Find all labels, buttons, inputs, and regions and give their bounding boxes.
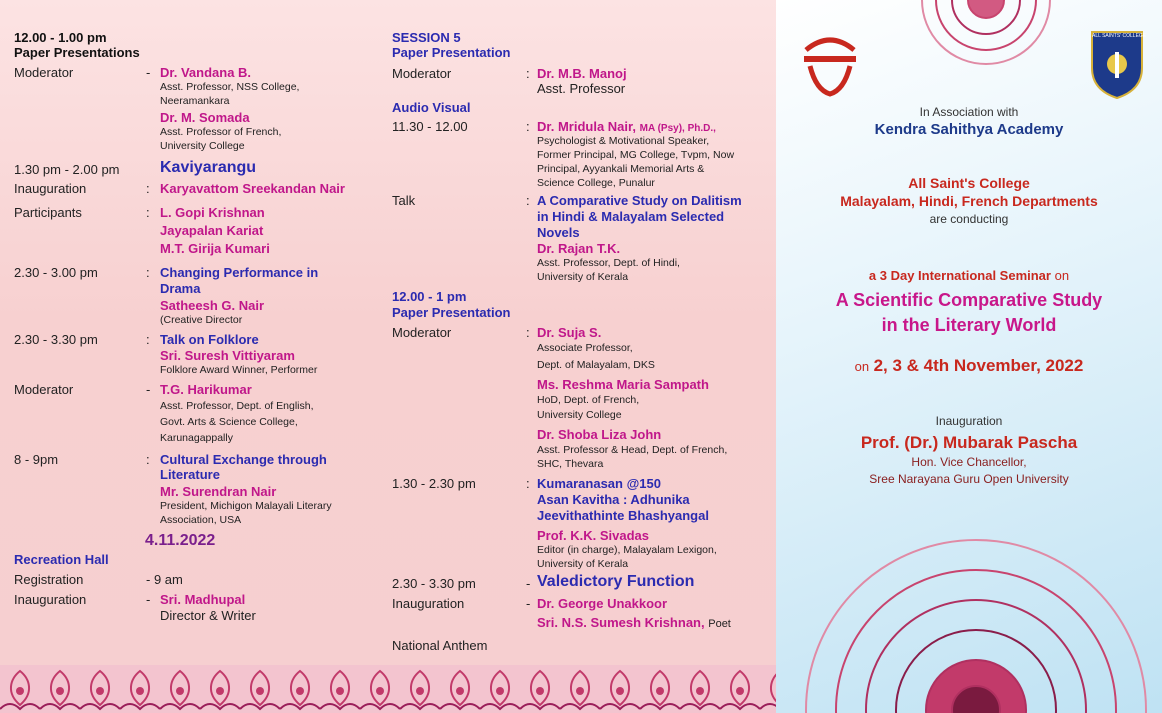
participant-3: M.T. Girija Kumari (160, 241, 270, 256)
college-name: All Saint's College (908, 175, 1030, 191)
c2-s3-title1: Kumaranasan @150 (537, 476, 661, 491)
mod1-desc1: Asst. Professor, NSS College, (160, 81, 300, 93)
reg-label: Registration (14, 572, 84, 587)
session-label: SESSION 5 (392, 30, 461, 45)
av-desc4: Science College, Punalur (537, 177, 655, 189)
colon: : (526, 193, 530, 208)
colon: : (146, 205, 150, 220)
s5-title1: Cultural Exchange through (160, 452, 327, 467)
s5-desc2: Association, USA (160, 514, 242, 526)
m2-desc2: University College (537, 409, 622, 421)
c2-moderator-label: Moderator (392, 66, 452, 81)
s3-title1: Changing Performance in (160, 265, 319, 280)
s2-time: 1.30 pm - 2.00 pm (14, 162, 120, 177)
s5-title2: Literature (160, 467, 220, 482)
inaug-label: Inauguration (14, 181, 87, 196)
m1-desc1: Associate Professor, (537, 342, 633, 354)
s4-time: 2.30 - 3.30 pm (14, 332, 98, 347)
chief-guest-desc2: Sree Narayana Guru Open University (869, 472, 1069, 486)
chief-guest: Prof. (Dr.) Mubarak Pascha (860, 433, 1078, 452)
sahitya-logo (796, 30, 864, 100)
inaug-label-right: Inauguration (935, 414, 1003, 428)
participant-1: L. Gopi Krishnan (160, 205, 265, 220)
m2-desc1: HoD, Dept. of French, (537, 394, 640, 406)
mod1-desc2: Neeramankara (160, 95, 230, 107)
c2-s3-title2: Asan Kavitha : Adhunika (537, 492, 690, 507)
c2-s4-time: 2.30 - 3.30 pm (392, 576, 476, 591)
c2-inaug-label: Inauguration (392, 596, 465, 611)
talk-title3: Novels (537, 225, 580, 240)
mod2-desc2: University College (160, 140, 245, 152)
s2-title: Kaviyarangu (160, 159, 257, 176)
c2-s3-desc2: University of Kerala (537, 558, 629, 570)
mod1-name: Dr. Vandana B. (160, 65, 252, 80)
talk-name: Dr. Rajan T.K. (537, 241, 621, 256)
av-name: Dr. Mridula Nair, MA (Psy), Ph.D., (537, 119, 716, 134)
s3-name: Satheesh G. Nair (160, 298, 265, 313)
talk-desc1: Asst. Professor, Dept. of Hindi, (537, 257, 680, 269)
logo-icon (796, 30, 864, 100)
colon: : (146, 332, 150, 347)
s1-time: 12.00 - 1.00 pm (14, 30, 107, 45)
dash: - (146, 592, 151, 607)
c2-s2-time: 12.00 - 1 pm (392, 289, 467, 304)
s4-desc: Folklore Award Winner, Performer (160, 364, 318, 376)
mod3-desc2: Govt. Arts & Science College, (160, 416, 298, 428)
mod3-name: T.G. Harikumar (160, 382, 252, 397)
c2-s3-desc1: Editor (in charge), Malayalam Lexigon, (537, 544, 717, 556)
mandala-bottom (776, 530, 1162, 713)
mod3-desc3: Karunagappally (160, 432, 233, 444)
talk-title2: in Hindi & Malayalam Selected (537, 209, 725, 224)
c2-s3-time: 1.30 - 2.30 pm (392, 476, 476, 491)
av-desc2: Former Principal, MG College, Tvpm, Now (537, 149, 735, 161)
inaug2-desc: Director & Writer (160, 608, 256, 623)
moderator-label: Moderator (14, 65, 74, 80)
av-desc3: Principal, Ayyankali Memorial Arts & (537, 163, 705, 175)
s1-title: Paper Presentations (14, 45, 140, 60)
mod2-name: Dr. M. Somada (160, 110, 250, 125)
academy-name: Kendra Sahithya Academy (874, 121, 1064, 138)
title-panel (776, 0, 1162, 713)
seminar-date: on 2, 3 & 4th November, 2022 (854, 356, 1084, 375)
c2-s4-title: Valedictory Function (537, 573, 695, 590)
mandala-top (906, 0, 1066, 70)
seminar-title1: A Scientific Comparative Study (835, 290, 1103, 310)
c2-mod-desc: Asst. Professor (537, 81, 626, 96)
inaug-name: Karyavattom Sreekandan Nair (160, 181, 345, 196)
talk-desc2: University of Kerala (537, 271, 629, 283)
c2-inaug-name2: Sri. N.S. Sumesh Krishnan, Poet (537, 615, 731, 630)
c2-mod-name: Dr. M.B. Manoj (537, 66, 627, 81)
participant-2: Jayapalan Kariat (160, 223, 264, 238)
av-time: 11.30 - 12.00 (392, 119, 468, 134)
s3-title2: Drama (160, 281, 201, 296)
c2-s3-title3: Jeevithathinte Bhashyangal (537, 508, 709, 523)
mod3-desc1: Asst. Professor, Dept. of English, (160, 400, 314, 412)
date-heading: 4.11.2022 (145, 532, 216, 549)
inaug2-label: Inauguration (14, 592, 87, 607)
colon: : (526, 476, 530, 491)
talk-label: Talk (392, 193, 416, 208)
dash: - (146, 382, 151, 397)
talk-title1: A Comparative Study on Dalitism (537, 193, 742, 208)
s4-title: Talk on Folklore (160, 332, 259, 347)
venue: Recreation Hall (14, 552, 109, 567)
s3-desc: (Creative Director (160, 314, 243, 326)
dash: - (146, 65, 151, 80)
decorative-border (0, 665, 776, 713)
inaug2-name: Sri. Madhupal (160, 592, 246, 607)
seminar-pre: a 3 Day International Seminar on (868, 268, 1070, 283)
colon: : (526, 66, 530, 81)
chief-guest-desc1: Hon. Vice Chancellor, (911, 455, 1027, 469)
reg-time: - 9 am (146, 572, 183, 587)
c2-s3-name: Prof. K.K. Sivadas (537, 528, 649, 543)
colon: : (526, 119, 530, 134)
participants-label: Participants (14, 205, 82, 220)
m2-name: Ms. Reshma Maria Sampath (537, 377, 709, 392)
seminar-title2: in the Literary World (881, 315, 1057, 335)
mod2-desc1: Asst. Professor of French, (160, 126, 282, 138)
mod3-label: Moderator (14, 382, 74, 397)
av-title: Audio Visual (392, 100, 471, 115)
s5-desc1: President, Michigon Malayali Literary (160, 500, 332, 512)
m3-desc2: SHC, Thevara (537, 458, 604, 470)
dash: - (526, 576, 531, 591)
c2-inaug-name: Dr. George Unakkoor (537, 596, 668, 611)
s5-name: Mr. Surendran Nair (160, 484, 277, 499)
anthem: National Anthem (392, 638, 488, 653)
c2-s1-title: Paper Presentation (392, 45, 511, 60)
dash: - (526, 596, 531, 611)
colon: : (526, 325, 530, 340)
c2-mod2-label: Moderator (392, 325, 452, 340)
c2-s2-title: Paper Presentation (392, 305, 511, 320)
s5-time: 8 - 9pm (14, 452, 59, 467)
m1-name: Dr. Suja S. (537, 325, 602, 340)
departments: Malayalam, Hindi, French Departments (840, 193, 1098, 209)
s3-time: 2.30 - 3.00 pm (14, 265, 98, 280)
colon: : (146, 181, 150, 196)
colon: : (146, 452, 150, 467)
colon: : (146, 265, 150, 280)
m3-desc1: Asst. Professor & Head, Dept. of French, (537, 444, 728, 456)
conducting: are conducting (929, 212, 1009, 226)
m3-name: Dr. Shoba Liza John (537, 427, 662, 442)
assoc-text: In Association with (919, 105, 1019, 119)
av-desc1: Psychologist & Motivational Speaker, (537, 135, 710, 147)
m1-desc2: Dept. of Malayalam, DKS (537, 359, 655, 371)
s4-name: Sri. Suresh Vittiyaram (160, 348, 295, 363)
crest-text: ALL SAINTS' COLLEGE (1092, 33, 1147, 39)
